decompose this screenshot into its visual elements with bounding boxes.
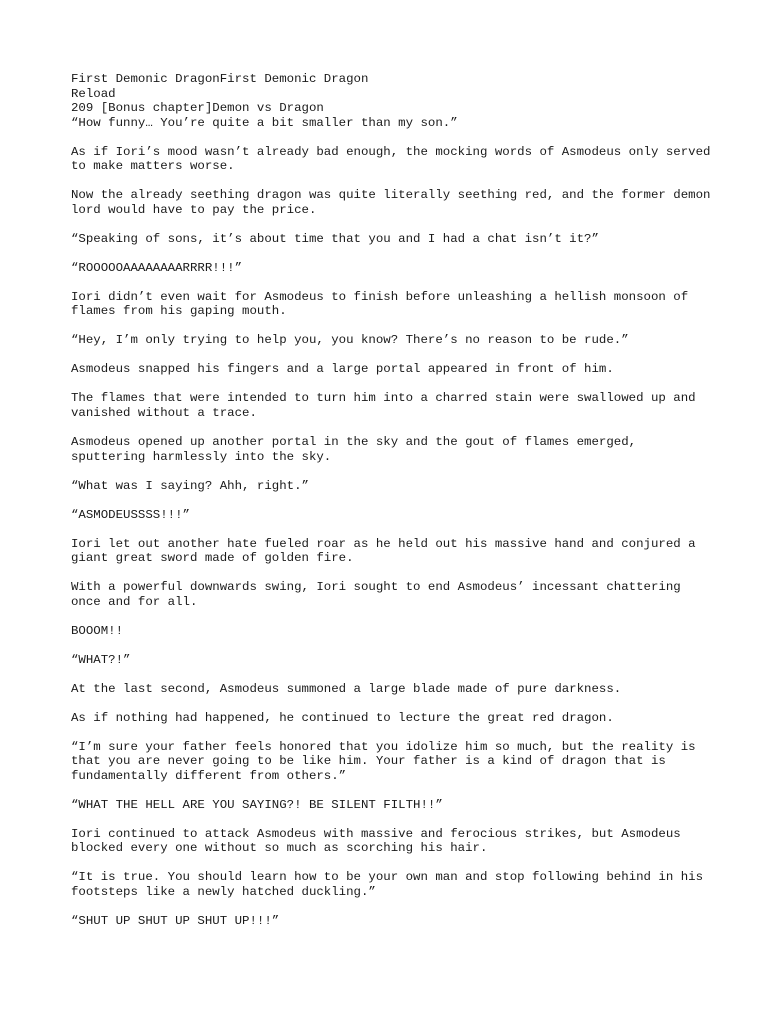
paragraph: As if nothing had happened, he continued to lecture the great red dragon.	[71, 710, 614, 725]
paragraph: “What was I saying? Ahh, right.”	[71, 478, 309, 493]
paragraph: “SHUT UP SHUT UP SHUT UP!!!”	[71, 913, 280, 928]
edition-label: Reload	[71, 86, 116, 101]
document-header	[71, 72, 711, 116]
paragraph: As if Iori’s mood wasn’t already bad enough, the mocking words of Asmodeus only served to make matters worse.	[71, 144, 711, 174]
paragraph: “Hey, I’m only trying to help you, you know? There’s no reason to be rude.”	[71, 333, 629, 348]
paragraph: “ASMODEUSSSS!!!”	[71, 507, 190, 522]
book-title: First Demonic DragonFirst Demonic Dragon	[71, 72, 369, 86]
paragraph: “Speaking of sons, it’s about time that you and I had a chat isn’t it?”	[71, 231, 599, 246]
paragraph: Asmodeus snapped his fingers and a large portal appeared in front of him.	[71, 362, 614, 377]
paragraph: Iori continued to attack Asmodeus with massive and ferocious strikes, but Asmodeus blocked every one without so much as scorching his hair.	[71, 826, 681, 856]
paragraph: Asmodeus opened up another portal in the sky and the gout of flames emerged, sputtering harmlessly into the sky.	[71, 435, 637, 464]
paragraph: Iori didn’t even wait for Asmodeus to finish before unleashing a hellish monsoon of flames from his gaping mouth.	[71, 289, 689, 319]
paragraph: Iori let out another hate fueled roar as he held out his massive hand and conjured a giant great sword made of golden fire.	[71, 536, 696, 566]
paragraph: “WHAT?!”	[71, 652, 131, 667]
paragraph: The flames that were intended to turn him into a charred stain were swallowed up and vanished without a trace.	[71, 391, 696, 421]
paragraph: “ROOOOOAAAAAAAARRRR!!!”	[71, 260, 243, 275]
paragraph: “How funny… You’re quite a bit smaller than my son.”	[71, 115, 458, 130]
paragraph: “It is true. You should learn how to be your own man and stop following behind in his footsteps like a newly hatched duckling.”	[71, 870, 704, 899]
paragraph: With a powerful downwards swing, Iori sought to end Asmodeus’ incessant chattering once and for all.	[71, 580, 681, 609]
paragraph: At the last second, Asmodeus summoned a large blade made of pure darkness.	[71, 681, 622, 696]
chapter-title: 209 [Bonus chapter]Demon vs Dragon	[71, 101, 324, 116]
paragraph: “WHAT THE HELL ARE YOU SAYING?! BE SILENT FILTH!!”	[71, 797, 443, 812]
document-page	[71, 72, 711, 943]
paragraph: BOOOM!!	[71, 623, 124, 638]
chapter-body	[71, 116, 711, 929]
paragraph: Now the already seething dragon was quite literally seething red, and the former demon lord would have to pay the price.	[71, 188, 711, 217]
paragraph: “I’m sure your father feels honored that you idolize him so much, but the reality is that you are never going to be like him. Your father is a kind of dragon that is fundamentally different from others.”	[71, 739, 696, 783]
